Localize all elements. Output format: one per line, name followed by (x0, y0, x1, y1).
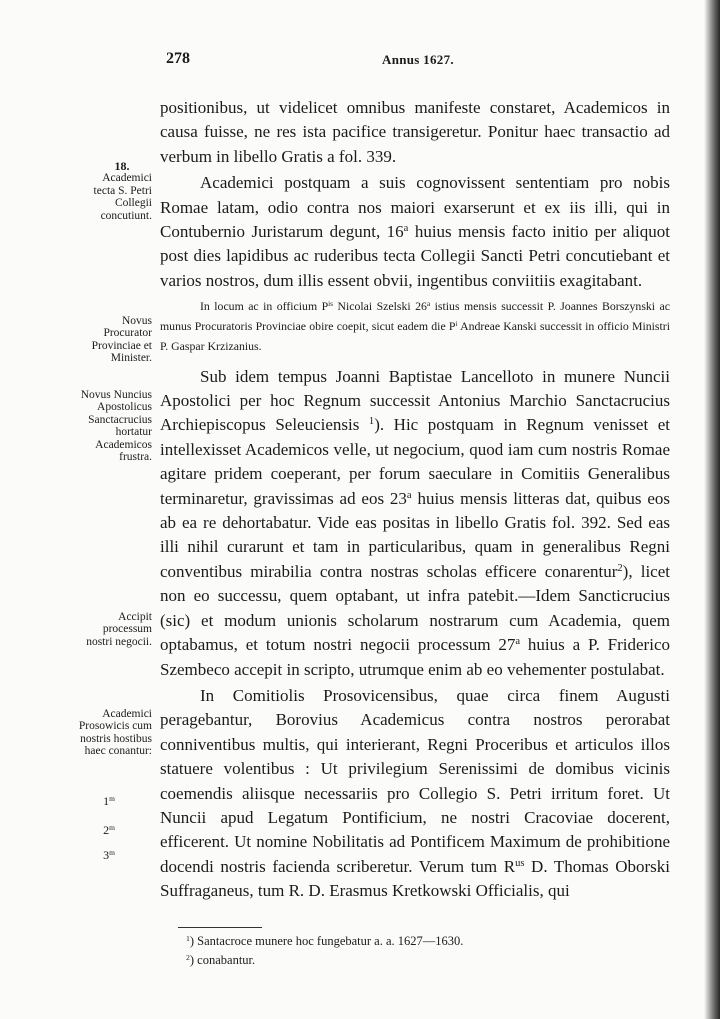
footnote-rule (178, 927, 262, 928)
running-head: Annus 1627. (382, 52, 454, 67)
page-number: 278 (166, 50, 190, 67)
page-edge-shadow (704, 0, 720, 1019)
paragraph-3: In locum ac in officium $P^{is}$ Nicolai Szelski 26$^a$ istius mensis successit P. Joannes Borszynski ac munus Procuratoris Provinciae obire coepit, sicut eadem die $P^i$ Andreae Kanski successit in officio Ministri P. Gaspar Krzizanius. (160, 299, 670, 353)
marginal-item-2: 2$^m$ (103, 822, 115, 837)
marginal-item-3: 3$^m$ (103, 847, 115, 862)
main-text (160, 96, 670, 904)
section-number: 18. (114, 159, 130, 173)
marginal-note-processum: Accipit processum nostri negocii. (86, 611, 152, 648)
paragraph-5: In Comitiolis Prosovicensibus, quae circa finem Augusti peragebantur, Borovius Academicus contra nostros perorabat conniventibus multis, qui interierant, Regni Proceribus et articulos illos statuere volentibus : Ut privilegium Serenissimi de domibus vicinis coemendis aliisque necessariis pro Collegio S. Petri irritum foret. Ut Nuncii apud Legatum Pontificium, ne nostri Cracoviae docerent, efficerent. Ut nomine Nobilitatis ad Pontificem Maximum de prohibitione docendi nostris facienda scriberetur. Verum tum $R^{us}$ D. Thomas Oborski Suffraganeus, tum R. D. Erasmus Kretkowski Officialis, qui (160, 685, 670, 901)
marginal-item-1: 1$^m$ (103, 793, 115, 808)
marginal-note-18: 18. Academici tecta S. Petri Collegii concutiunt. (78, 160, 152, 222)
footnote-2: $^2$) conabantur. (186, 952, 256, 967)
paragraph-4: Sub idem tempus Joanni Baptistae Lancelloto in munere Nuncii Apostolici per hoc Regnum successit Antonius Marchio Sanctacrucius Archiepiscopus Seleuciensis $^1$). Hic postquam in Regnum venisset et intellexisset Academicos velle, ut negocium, quod iam cum nostris Romae agitare pridem coeperant, per forum saeculare in Comitiis Generalibus terminaretur, gravissimas ad eos 23$^a$ huius mensis litteras dat, quibus eos ab ea re dehortabatur. Vide eas positas in libello Gratis fol. 392. Sed eas illi nihil curarunt et tam in particularibus, quam in generalibus Regni conventibus mirabilia contra nostras scholas efficere conarentur$^2$), licet non eo successu, quem optabant, ut infra patebit.—Idem Sancticrucius (sic) et modum unionis scholarum nostrarum cum Academia, quem optabamus, et totum nostri negocii processum 27$^a$ huius a P. Friderico Szembeco accepit in scripto, utrumque enim ab eo vehementer postulabat. (160, 366, 670, 679)
footnotes (186, 932, 463, 970)
marginal-note-nuncius: Novus Nuncius Apostolicus Sanctacrucius hortatur Academicos frustra. (80, 389, 152, 464)
marginal-note-prosowicis: Academici Prosowicis cum nostris hostibus haec conantur: (78, 708, 152, 758)
paragraph-2: Academici postquam a suis cognovissent sententiam pro nobis Romae latam, odio contra nos maiori exarserunt et ex iis illi, qui in Contubernio Juristarum degunt, 16$^a$ huius mensis facto initio per aliquot post dies lapidibus ac ruderibus tecta Collegii Sancti Petri concutiebant et varios nostros, dum illis essent obvii, ingentibus conviitiis exagitabant. (160, 173, 670, 290)
marginal-note-procurator: Novus Procurator Provinciae et Minister. (91, 315, 152, 365)
paragraph-1: positionibus, ut videlicet omnibus manifeste constaret, Academicos in causa fuisse, ne res ista pacifice transigeretur. Ponitur haec transactio ad verbum in libello Gratis a fol. 339. (160, 98, 670, 166)
footnote-1: $^1$) Santacroce munere hoc fungebatur a. a. 1627—1630. (186, 933, 464, 948)
